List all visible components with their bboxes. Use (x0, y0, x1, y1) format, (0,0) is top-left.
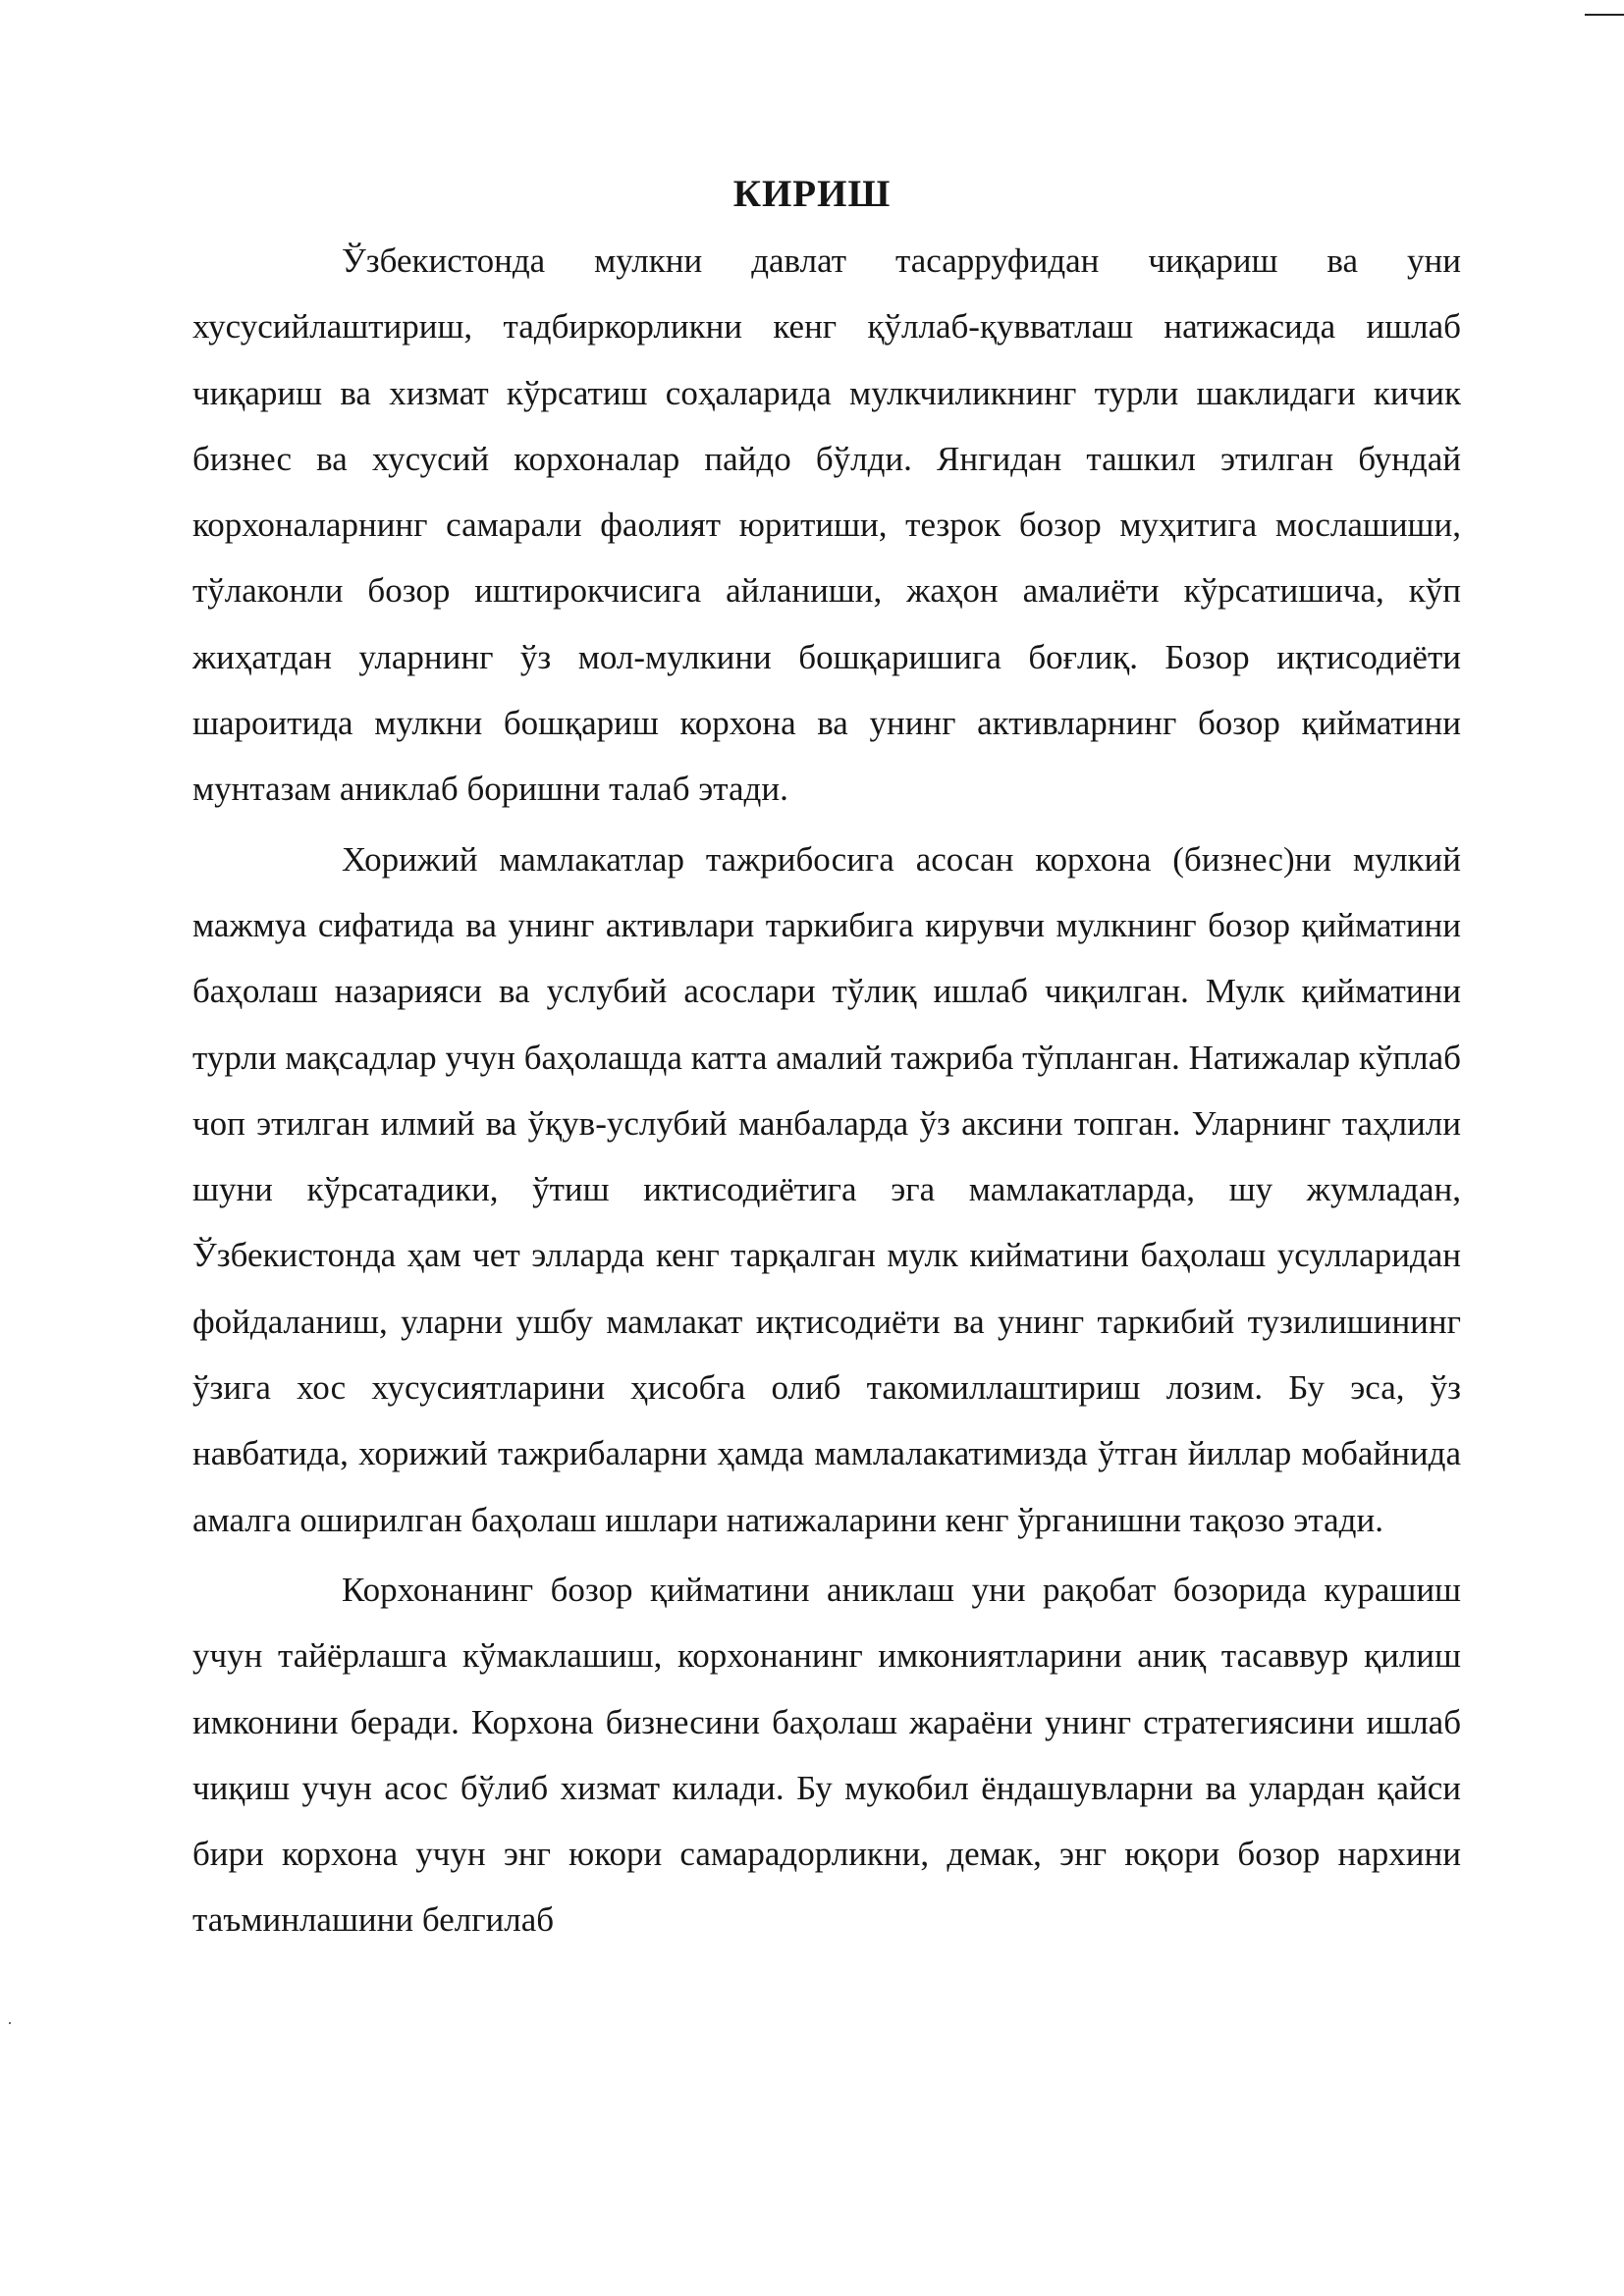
scan-speck (9, 2022, 11, 2024)
paragraph-1: Ўзбекистонда мулкни давлат тасарруфидан чиқариш ва уни хусусийлаштириш, тадбиркорликни кенг қўллаб-қувватлаш натижасида ишлаб чиқариш ва хизмат кўрсатиш соҳаларида мулкчиликнинг турли шаклидаги кичик бизнес ва хусусий корхоналар пайдо бўлди. Янгидан ташкил этилган бундай корхоналарнинг самарали фаолият юритиши, тезрок бозор муҳитига мослашиши, тўлаконли бозор иштирокчисига айланиши, жаҳон амалиёти кўрсатишича, кўп жиҳатдан уларнинг ўз мол-мулкини бошқаришига боғлиқ. Бозор иқтисодиёти шароитида мулкни бошқариш корхона ва унинг активларнинг бозор қийматини мунтазам аниклаб боришни талаб этади. (192, 241, 1461, 809)
page-title: КИРИШ (732, 173, 892, 215)
paragraph-2: Хорижий мамлакатлар тажрибосига асосан корхона (бизнес)ни мулкий мажмуа сифатида ва унинг активлари таркибига кирувчи мулкнинг бозор қийматини баҳолаш назарияси ва услубий асослари тўлиқ ишлаб чиқилган. Мулк қийматини турли мақсадлар учун баҳолашда катта амалий тажриба тўпланган. Натижалар кўплаб чоп этилган илмий ва ўқув-услубий манбаларда ўз аксини топган. Уларнинг таҳлили шуни кўрсатадики, ўтиш иктисодиётига эга мамлакатларда, шу жумладан, Ўзбекистонда ҳам чет элларда кенг тарқалган мулк кийматини баҳолаш усулларидан фойдаланиш, уларни ушбу мамлакат иқтисодиёти ва унинг таркибий тузилишининг ўзига хос хусусиятларини ҳисобга олиб такомиллаштириш лозим. Бу эса, ўз навбатида, хорижий тажрибаларни ҳамда мамлалакатимизда ўтган йиллар мобайнида амалга оширилган баҳолаш ишлари натижаларини кенг ўрганишни тақозо этади. (192, 839, 1461, 1539)
page-corner-mark (1585, 14, 1624, 16)
paragraph-3: Корхонанинг бозор қийматини аниклаш уни рақобат бозорида курашиш учун тайёрлашга кўмаклашиш, корхонанинг имкониятларини аниқ тасаввур қилиш имконини беради. Корхона бизнесини баҳолаш жараёни унинг стратегиясини ишлаб чиқиш учун асос бўлиб хизмат килади. Бу мукобил ёндашувларни ва улардан қайси бири корхона учун энг юкори самарадорликни, демак, энг юқори бозор нархини таъминлашини белгилаб (192, 1570, 1461, 1940)
body-text (192, 228, 1461, 1957)
